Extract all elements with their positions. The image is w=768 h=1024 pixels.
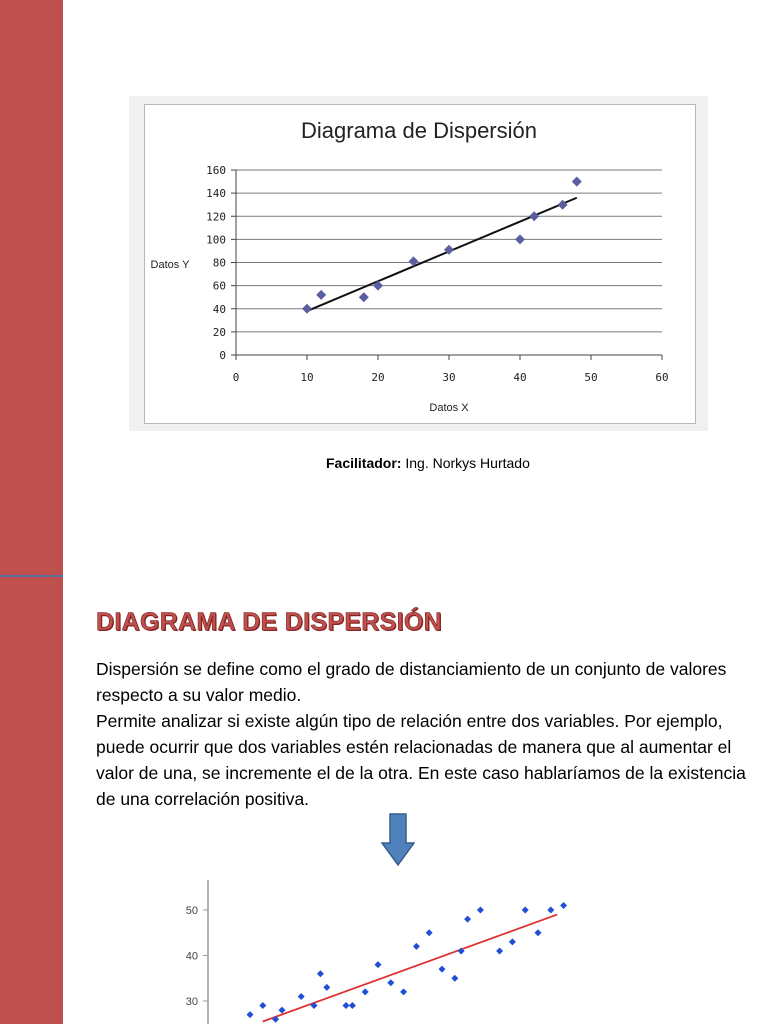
data-point: [451, 975, 458, 982]
data-point: [343, 1002, 350, 1009]
facilitator-label: Facilitador:: [326, 455, 402, 471]
data-point: [362, 988, 369, 995]
data-point: [298, 993, 305, 1000]
data-point: [349, 1002, 356, 1009]
y-tick-label: 60: [212, 279, 226, 293]
section-title: DIAGRAMA DE DISPERSIÓN: [96, 608, 442, 636]
data-point: [509, 938, 516, 945]
data-point: [387, 979, 394, 986]
data-point: [496, 947, 503, 954]
data-point: [535, 929, 542, 936]
y-tick-label: 120: [206, 210, 226, 224]
y-axis-label: Datos Y: [150, 259, 190, 271]
data-point: [426, 929, 433, 936]
data-point: [560, 902, 567, 909]
data-point: [279, 1007, 286, 1014]
x-tick-label: 40: [513, 371, 527, 384]
data-point: [477, 907, 484, 914]
data-point: [247, 1011, 254, 1018]
trend-line: [263, 915, 557, 1022]
y-tick-label: 0: [219, 349, 226, 362]
data-point: [464, 916, 471, 923]
data-point: [413, 943, 420, 950]
x-tick-label: 50: [584, 371, 598, 384]
chart-title: Diagrama de Dispersión: [301, 118, 537, 143]
paragraph-explanation: Permite analizar si existe algún tipo de relación entre dos variables. Por ejemplo, puede ocurrir que dos variables estén relacionadas de manera que al aumentar el valor de una, se incremente el de la otra. En este caso hablaríamos de la existencia de una correlación positiva.: [96, 711, 746, 809]
data-point: [259, 1002, 266, 1009]
x-tick-label: 0: [232, 371, 240, 384]
facilitator-name: Ing. Norkys Hurtado: [405, 455, 530, 471]
data-point: [317, 970, 324, 977]
y-tick-label: 40: [212, 302, 226, 316]
y-tick-label: 20: [212, 325, 226, 339]
y-tick-label: 80: [212, 256, 226, 270]
x-tick-label: 20: [371, 371, 385, 384]
data-point: [375, 961, 382, 968]
y-tick-label: 40: [185, 950, 198, 963]
x-tick-label: 10: [300, 371, 314, 384]
x-tick-label: 60: [655, 371, 669, 384]
y-tick-label: 160: [206, 164, 226, 177]
y-tick-label: 30: [185, 996, 198, 1008]
data-point: [439, 966, 446, 973]
paragraph-definition: Dispersión se define como el grado de distanciamiento de un conjunto de valores respecto a su valor medio.: [96, 659, 727, 705]
y-tick-label: 50: [185, 905, 198, 917]
y-tick-label: 140: [206, 187, 226, 201]
data-point: [522, 907, 529, 914]
data-point: [323, 984, 330, 991]
y-tick-label: 100: [206, 233, 226, 247]
data-point: [400, 988, 407, 995]
data-point: [547, 907, 554, 914]
x-axis-label: Datos X: [429, 402, 469, 414]
x-tick-label: 30: [442, 371, 456, 384]
